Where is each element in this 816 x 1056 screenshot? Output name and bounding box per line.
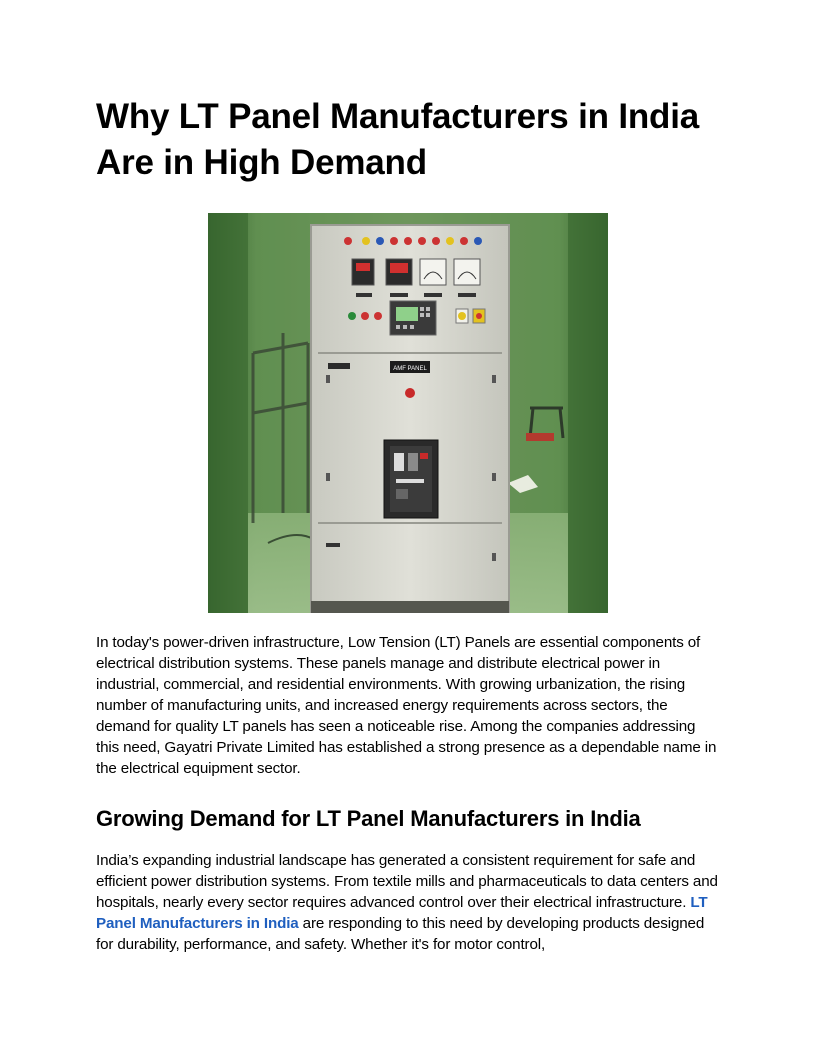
lt-panel-manufacturers-link[interactable]: LT Panel Manufacturers in India xyxy=(96,894,708,932)
intro-paragraph: In today's power-driven infrastructure, Low Tension (LT) Panels are essential components of electrical distribution systems. These panels manage and distribute electrical power in industrial, commercial, and residential environments. With growing urbanization, the rising number of manufacturing units, and increased energy requirements across sectors, the demand for quality LT panels has seen a noticeable rise. Among the companies addressing this need, Gayatri Private Limited has established a strong presence as a dependable name in the electrical equipment sector. xyxy=(96,634,717,777)
section-heading: Growing Demand for LT Panel Manufacturers in India xyxy=(96,806,641,831)
title-line-2: Are in High Demand xyxy=(96,143,427,182)
title-line-1: Why LT Panel Manufacturers in India xyxy=(96,97,699,136)
section-paragraph-text-2: are responding to this need by developing products designed for durability, performance, and safety. Whether it's for motor control, xyxy=(96,915,705,953)
lt-panel-photo xyxy=(208,213,608,613)
section-paragraph-text-1: India’s expanding industrial landscape has generated a consistent requirement for safe and efficient power distribution systems. From textile mills and pharmaceuticals to data centers and hospitals, nearly every sector requires advanced control over their electrical infrastructure. xyxy=(96,852,718,911)
article-title xyxy=(96,94,720,186)
panel-label: AMF PANEL xyxy=(393,366,427,372)
section-paragraph xyxy=(96,850,720,955)
lt-panel-illustration xyxy=(208,213,608,613)
